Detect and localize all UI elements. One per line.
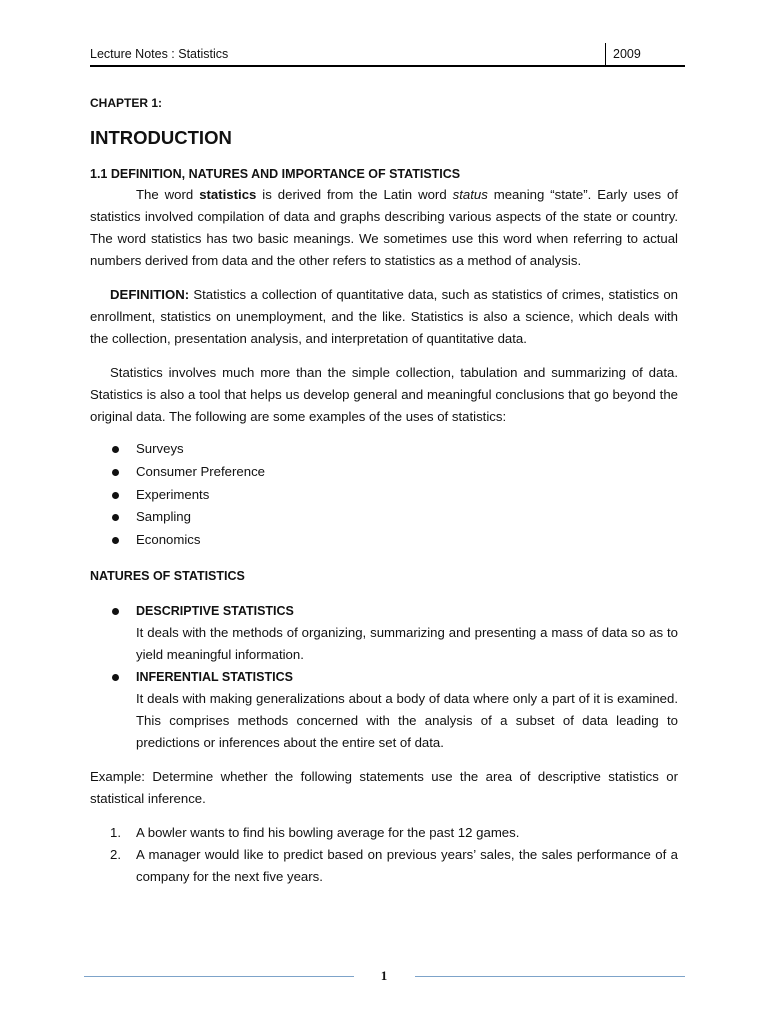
nature-description: It deals with making generalizations about a body of data where only a part of it is examined. This comprises methods concerned with the analysis of a subset of data leading to predictions or inferences about the entire set of data. <box>136 690 678 750</box>
example-intro: Example: Determine whether the following statements use the area of descriptive statistics or statistical inference. <box>90 768 678 806</box>
bullet-icon <box>112 537 119 544</box>
nature-heading: DESCRIPTIVE STATISTICS <box>136 603 294 618</box>
header-title: Lecture Notes : Statistics <box>90 47 229 61</box>
list-item <box>90 484 678 507</box>
intro-text-a: The word <box>136 187 200 202</box>
list-item-label: Economics <box>136 532 201 548</box>
intro-text-c: is derived from the Latin word <box>256 187 453 202</box>
examples-list <box>90 822 678 888</box>
bullet-icon <box>112 492 119 499</box>
list-item-text: A manager would like to predict based on previous years’ sales, the sales performance of a company for the next five years. <box>136 846 678 884</box>
page-number: 1 <box>380 968 388 983</box>
list-number: 2. <box>110 846 121 862</box>
footer-rule-right <box>415 976 685 977</box>
list-number: 1. <box>110 824 121 840</box>
list-item-text: A bowler wants to find his bowling average for the past 12 games. <box>136 824 520 840</box>
header-rule <box>90 65 685 67</box>
footer-rule-left <box>84 976 354 977</box>
document-body <box>90 96 678 888</box>
bullet-icon <box>112 608 119 615</box>
nature-item-descriptive <box>90 600 678 666</box>
list-item <box>90 438 678 461</box>
nature-item-inferential <box>90 666 678 754</box>
intro-term-status: status <box>452 187 488 202</box>
natures-list <box>90 600 678 754</box>
natures-heading: NATURES OF STATISTICS <box>90 568 245 583</box>
bullet-icon <box>112 469 119 476</box>
intro-term-statistics: statistics <box>199 187 257 202</box>
header-year: 2009 <box>613 47 641 61</box>
nature-heading: INFERENTIAL STATISTICS <box>136 669 293 684</box>
header-separator <box>605 43 606 65</box>
uses-list <box>90 438 678 552</box>
list-item-label: Surveys <box>136 441 184 456</box>
page-title: INTRODUCTION <box>90 127 232 148</box>
list-item-label: Experiments <box>136 486 210 502</box>
section-heading: 1.1 DEFINITION, NATURES AND IMPORTANCE OF STATISTICS <box>90 167 461 181</box>
bullet-icon <box>112 446 119 453</box>
intro-paragraph <box>90 184 678 272</box>
intro-text-e: meaning “state”. Early uses of statistics involved compilation of data and graphs describing various aspects of the state or country. The word statistics has two basic meanings. We sometimes use this word when referring to actual numbers derived from data and the other refers to statistics as a method of analysis. <box>90 187 679 268</box>
list-item <box>90 461 678 484</box>
list-item <box>90 506 678 529</box>
bullet-icon <box>112 674 119 681</box>
list-item <box>90 529 678 552</box>
bullet-icon <box>112 514 119 521</box>
list-item-label: Consumer Preference <box>136 463 266 479</box>
nature-description: It deals with the methods of organizing, summarizing and presenting a mass of data so as to yield meaningful information. <box>136 624 678 662</box>
definition-paragraph <box>90 284 678 350</box>
list-item-label: Sampling <box>136 509 191 525</box>
uses-paragraph: Statistics involves much more than the simple collection, tabulation and summarizing of data. Statistics is also a tool that helps us develop general and meaningful conclusions that go beyond the original data. The following are some examples of the uses of statistics: <box>90 365 678 424</box>
definition-text: Statistics a collection of quantitative data, such as statistics of crimes, statistics on enrollment, statistics on unemployment, and the like. Statistics is also a science, which deals with the collection, presentation analysis, and interpretation of quantitative data. <box>90 287 678 346</box>
list-item <box>90 844 678 888</box>
list-item <box>90 822 678 844</box>
definition-label: DEFINITION: <box>110 287 190 302</box>
chapter-label: CHAPTER 1: <box>90 96 163 110</box>
